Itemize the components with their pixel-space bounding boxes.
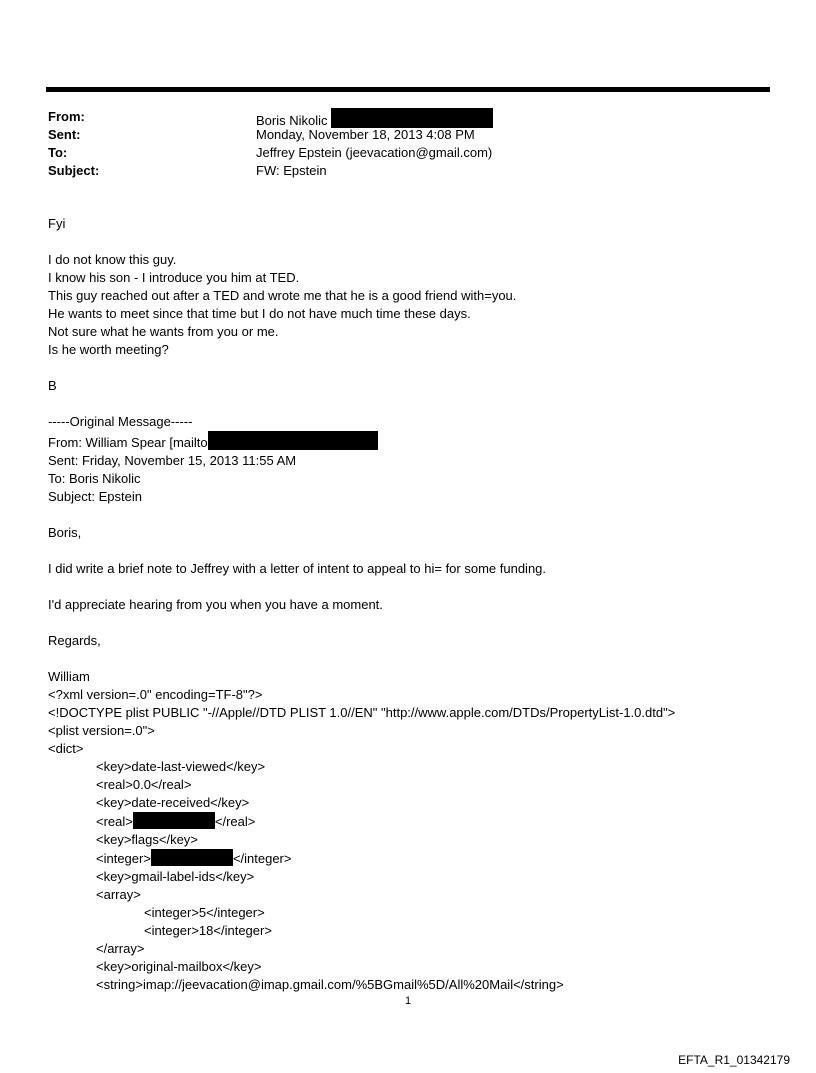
email-body <box>48 215 675 994</box>
xml-line: <array> <box>96 887 141 902</box>
xml-line: <?xml version=.0" encoding=TF-8"?> <box>48 687 263 702</box>
original-from-text: From: William Spear [mailto <box>48 435 208 450</box>
to-label: To: <box>48 145 68 160</box>
redaction-box <box>151 849 233 866</box>
from-value <box>256 108 493 126</box>
xml-line <box>48 812 675 831</box>
from-label: From: <box>48 109 85 124</box>
xml-line: <dict> <box>48 741 84 756</box>
xml-open-tag: <real> <box>96 814 133 829</box>
xml-line: <integer>18</integer> <box>144 923 272 938</box>
xml-line: <key>original-mailbox</key> <box>96 959 262 974</box>
paragraph: I'd appreciate hearing from you when you have a moment. <box>48 597 383 612</box>
sent-label: Sent: <box>48 127 81 142</box>
greeting: Fyi <box>48 216 66 231</box>
xml-plist <box>48 686 675 994</box>
xml-close-tag: </real> <box>214 814 256 829</box>
xml-open-tag: <integer> <box>96 851 151 866</box>
email-header <box>48 108 493 180</box>
xml-line: <key>flags</key> <box>96 832 198 847</box>
paragraph: I did write a brief note to Jeffrey with a letter of intent to appeal to hi= for some funding. <box>48 561 547 576</box>
redaction-box <box>208 431 378 450</box>
message-line: He wants to meet since that time but I do not have much time these days. <box>48 306 471 321</box>
xml-close-tag: </integer> <box>232 851 292 866</box>
sent-row <box>48 126 493 144</box>
subject-value: FW: Epstein <box>256 163 327 178</box>
page-number: 1 <box>404 995 412 1007</box>
subject-row <box>48 162 493 180</box>
xml-line: </array> <box>96 941 145 956</box>
xml-line: <key>date-received</key> <box>96 795 250 810</box>
sent-value: Monday, November 18, 2013 4:08 PM <box>256 127 475 142</box>
message-line: Is he worth meeting? <box>48 342 169 357</box>
original-from <box>48 431 675 452</box>
bates-number: EFTA_R1_01342179 <box>678 1053 790 1067</box>
original-sent: Sent: Friday, November 15, 2013 11:55 AM <box>48 453 297 468</box>
message-line: This guy reached out after a TED and wrote me that he is a good friend with=you. <box>48 288 517 303</box>
xml-line <box>48 849 675 868</box>
closing: Regards, <box>48 633 101 648</box>
xml-line: <key>gmail-label-ids</key> <box>96 869 255 884</box>
to-row <box>48 144 493 162</box>
xml-line: <plist version=.0"> <box>48 723 155 738</box>
signature: William <box>48 669 90 684</box>
message-line: I know his son - I introduce you him at TED. <box>48 270 300 285</box>
xml-line: <!DOCTYPE plist PUBLIC "-//Apple//DTD PLIST 1.0//EN" "http://www.apple.com/DTDs/PropertyList-1.0.dtd"> <box>48 705 676 720</box>
message-line: Not sure what he wants from you or me. <box>48 324 279 339</box>
subject-label: Subject: <box>48 163 100 178</box>
salutation: Boris, <box>48 525 82 540</box>
xml-line: <string>imap://jeevacation@imap.gmail.com/%5BGmail%5D/All%20Mail</string> <box>96 977 564 992</box>
header-rule <box>46 87 770 92</box>
xml-line: <integer>5</integer> <box>144 905 265 920</box>
from-name: Boris Nikolic <box>256 113 328 128</box>
original-to: To: Boris Nikolic <box>48 471 141 486</box>
redaction-box <box>331 108 493 128</box>
signoff: B <box>48 378 57 393</box>
original-subject: Subject: Epstein <box>48 489 142 504</box>
xml-line: <real>0.0</real> <box>96 777 192 792</box>
to-value: Jeffrey Epstein (jeevacation@gmail.com) <box>256 145 493 160</box>
message-line: I do not know this guy. <box>48 252 177 267</box>
redaction-box <box>133 812 215 829</box>
xml-line: <key>date-last-viewed</key> <box>96 759 266 774</box>
original-divider: -----Original Message----- <box>48 414 193 429</box>
from-row <box>48 108 493 126</box>
